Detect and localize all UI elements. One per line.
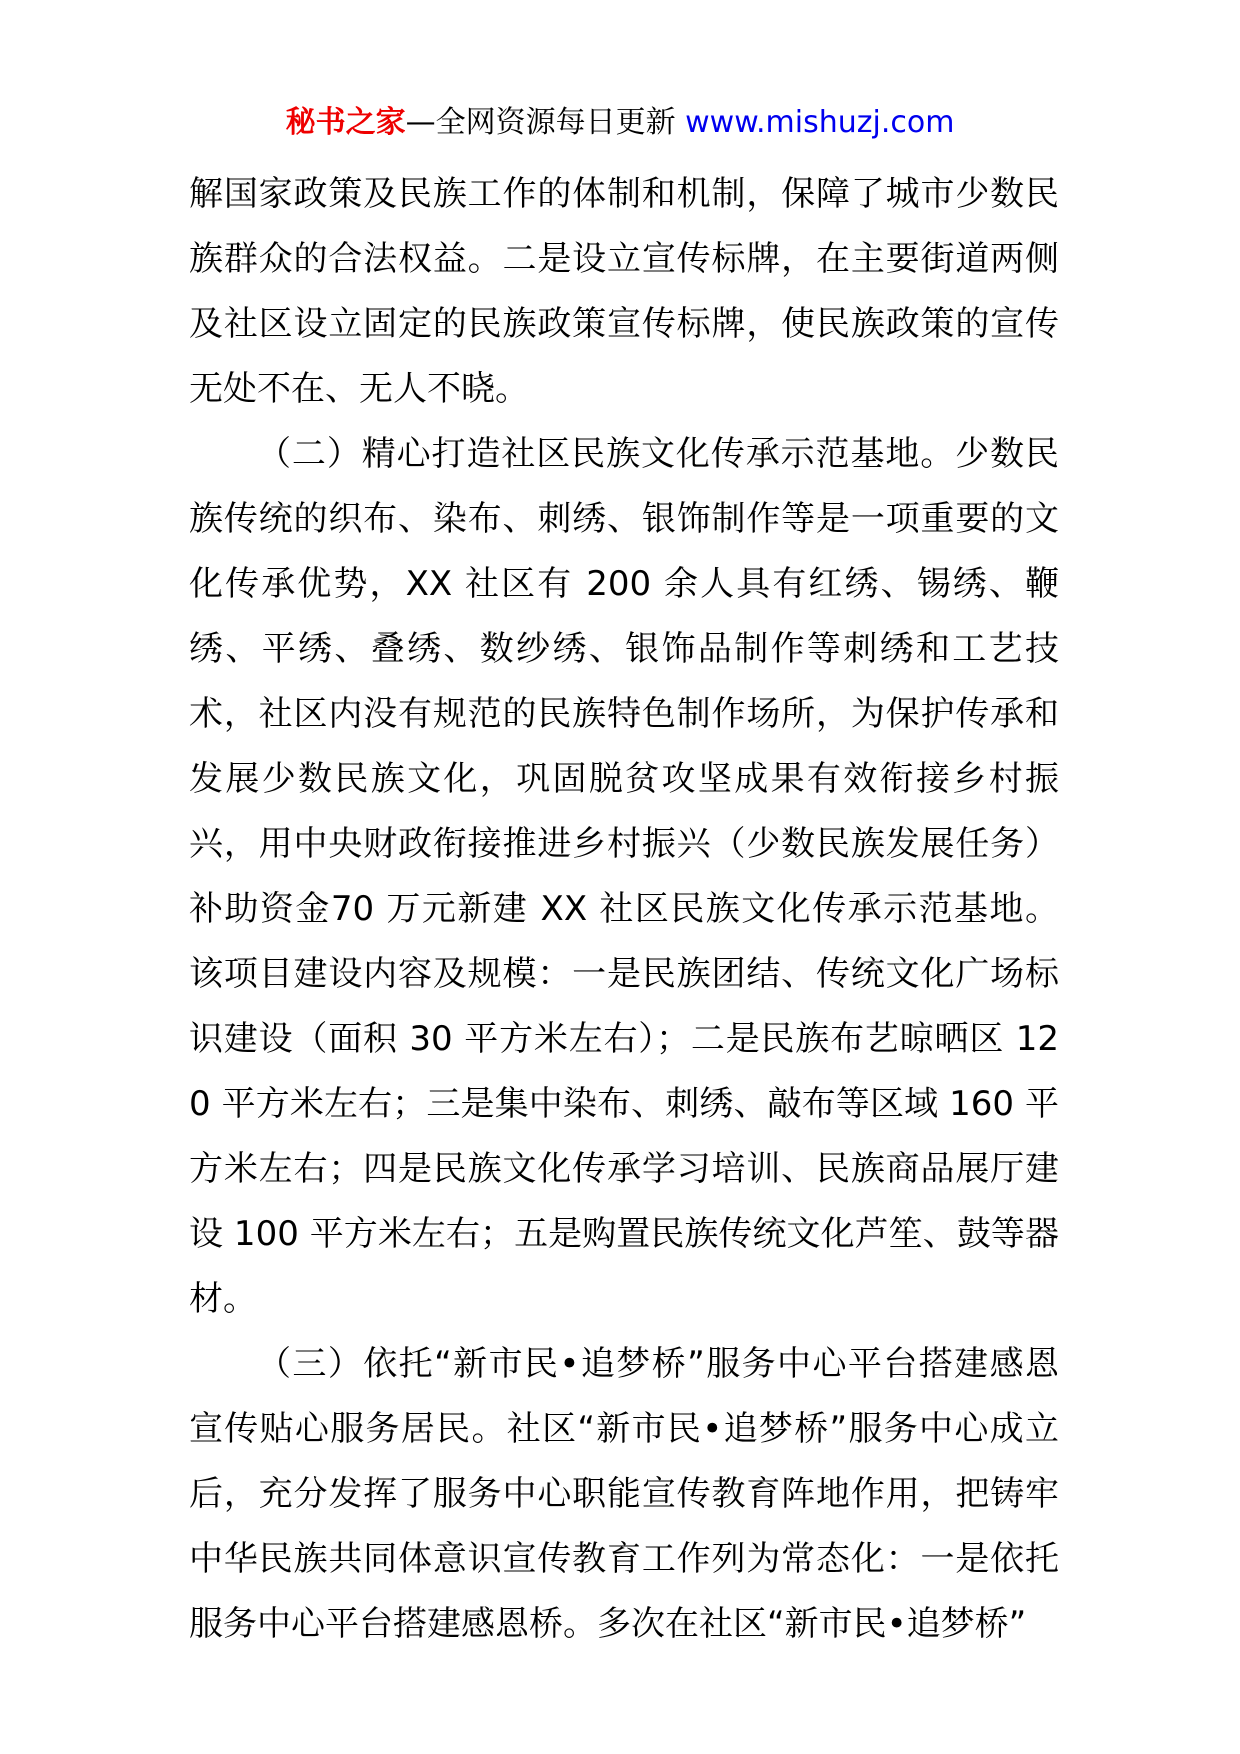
site-url-link[interactable]: www.mishuzj.com xyxy=(685,105,955,140)
site-header xyxy=(0,103,1240,143)
document-body xyxy=(189,162,1059,1657)
brand-name[interactable]: 秘书之家 xyxy=(285,105,406,140)
header-tagline: —全网资源每日更新 xyxy=(405,105,686,140)
paragraph-section-3: （三）依托“新市民•追梦桥”服务中心平台搭建感恩宣传贴心服务居民。社区“新市民•追梦桥”服务中心成立后，充分发挥了服务中心职能宣传教育阵地作用，把铸牢中华民族共同体意识宣传教育工作列为常态化：一是依托服务中心平台搭建感恩桥。多次在社区“新市民•追梦桥” xyxy=(189,1344,1059,1644)
paragraph-section-2: （二）精心打造社区民族文化传承示范基地。少数民族传统的织布、染布、刺绣、银饰制作等是一项重要的文化传承优势，XX 社区有 200 余人具有红绣、锡绣、鞭绣、平绣、叠绣、数纱绣、银饰品制作等刺绣和工艺技术，社区内没有规范的民族特色制作场所，为保护传承和发展少数民族文化，巩固脱贫攻坚成果有效衔接乡村振兴，用中央财政衔接推进乡村振兴（少数民族发展任务）补助资金70 万元新建 XX 社区民族文化传承示范基地。该项目建设内容及规模：一是民族团结、传统文化广场标识建设（面积 30 平方米左右）；二是民族布艺晾晒区 120 平方米左右；三是集中染布、刺绣、敲布等区域 160 平方米左右；四是民族文化传承学习培训、民族商品展厅建设 100 平方米左右；五是购置民族传统文化芦笙、鼓等器材。 xyxy=(189,434,1059,1319)
paragraph-continued: 解国家政策及民族工作的体制和机制，保障了城市少数民族群众的合法权益。二是设立宣传标牌，在主要街道两侧及社区设立固定的民族政策宣传标牌，使民族政策的宣传无处不在、无人不晓。 xyxy=(189,174,1059,409)
